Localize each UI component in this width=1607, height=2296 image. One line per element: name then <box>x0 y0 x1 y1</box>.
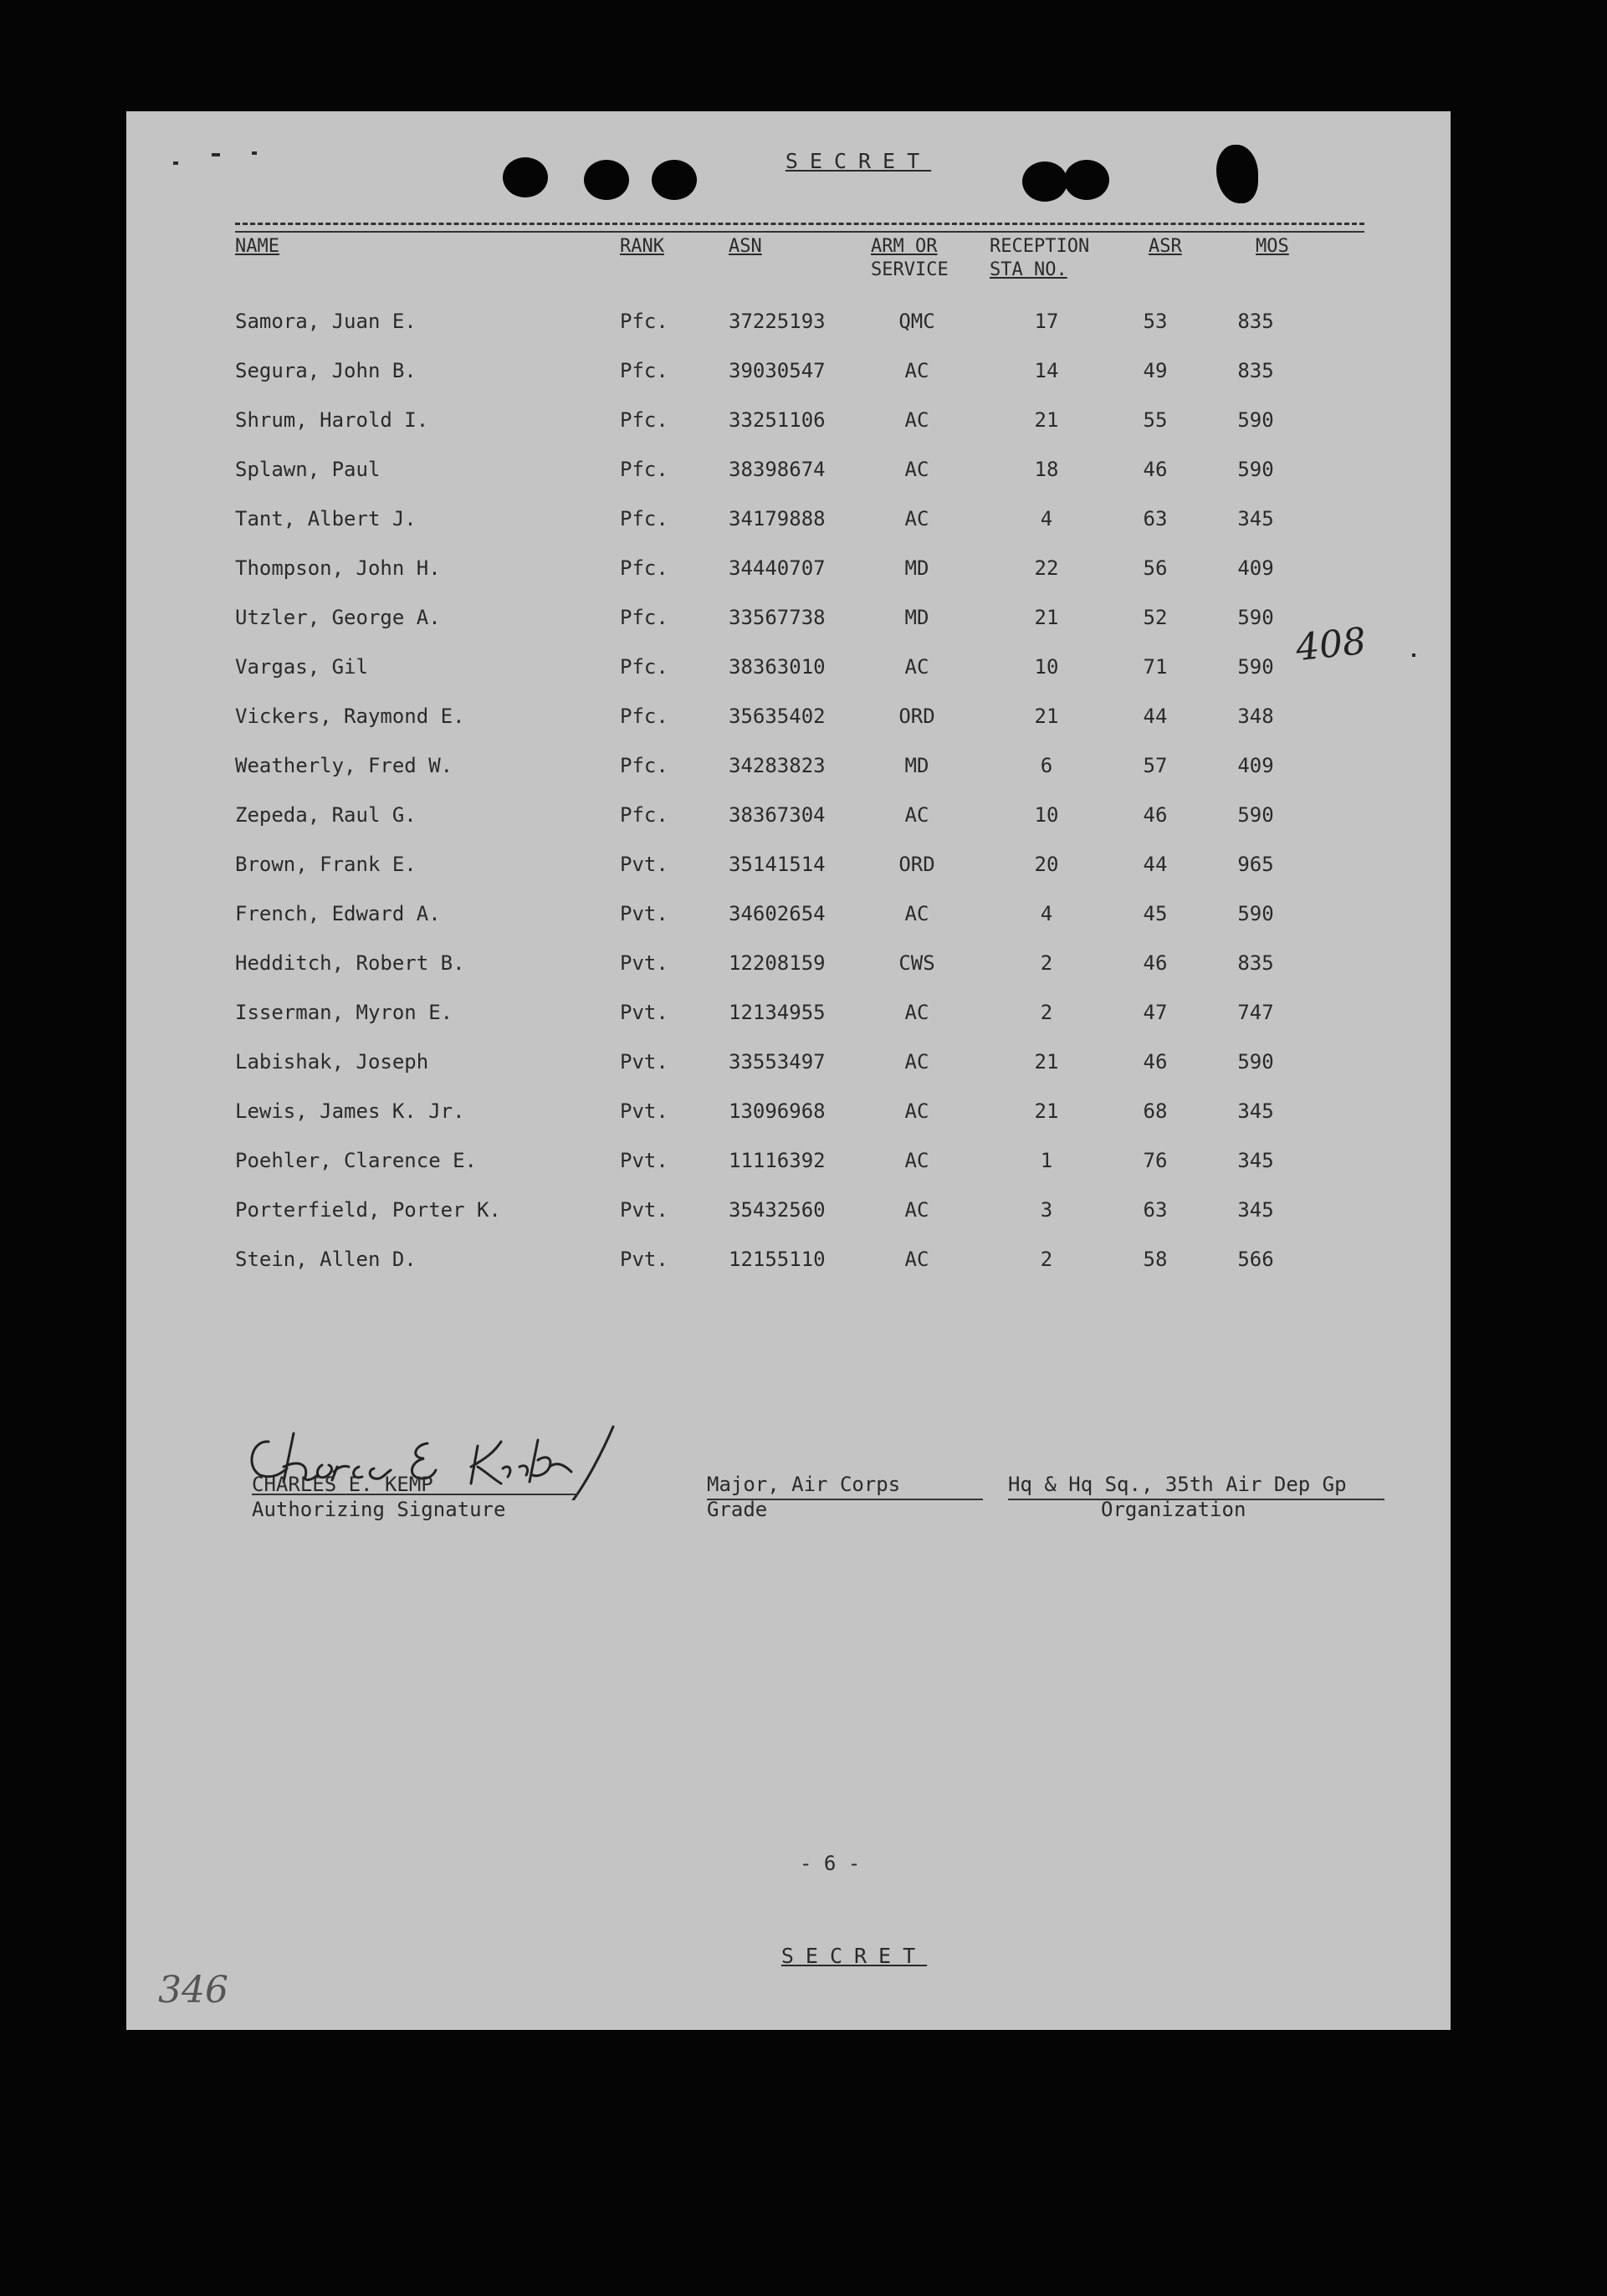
cell-asr: 58 <box>1143 1248 1168 1271</box>
cell-name: Porterfield, Porter K. <box>235 1198 501 1222</box>
cell-asr: 46 <box>1143 951 1168 975</box>
cell-rank: Pfc. <box>620 556 668 580</box>
cell-arm: AC <box>904 1099 929 1123</box>
punch-hole <box>1064 160 1109 200</box>
cell-asn: 34440707 <box>729 556 826 580</box>
cell-rank: Pfc. <box>620 458 668 481</box>
cell-name: Isserman, Myron E. <box>235 1001 453 1024</box>
punch-hole <box>1216 145 1258 203</box>
cell-asn: 12208159 <box>729 951 826 975</box>
cell-arm: AC <box>904 359 929 382</box>
cell-mos: 747 <box>1237 1001 1274 1024</box>
cell-sta: 6 <box>1040 754 1053 777</box>
cell-rank: Pvt. <box>620 1001 668 1024</box>
col-header-arm-2: SERVICE <box>871 259 949 280</box>
cell-arm: MD <box>904 556 929 580</box>
cell-rank: Pfc. <box>620 754 668 777</box>
cell-rank: Pvt. <box>620 1149 668 1172</box>
cell-asn: 35432560 <box>729 1198 826 1222</box>
cell-name: Lewis, James K. Jr. <box>235 1099 465 1123</box>
cell-asn: 11116392 <box>729 1149 826 1172</box>
cell-mos: 835 <box>1237 310 1274 333</box>
cell-sta: 21 <box>1034 705 1059 728</box>
cell-rank: Pfc. <box>620 507 668 530</box>
cell-arm: AC <box>904 902 929 925</box>
cell-sta: 1 <box>1040 1149 1053 1172</box>
punch-hole <box>584 160 629 200</box>
cell-asn: 34602654 <box>729 902 826 925</box>
cell-asn: 39030547 <box>729 359 826 382</box>
cell-arm: AC <box>904 803 929 827</box>
cell-mos: 590 <box>1237 803 1274 827</box>
cell-sta: 2 <box>1040 951 1053 975</box>
cell-name: Vargas, Gil <box>235 655 368 679</box>
signer-organization: Hq & Hq Sq., 35th Air Dep Gp <box>1008 1473 1347 1496</box>
cell-sta: 14 <box>1034 359 1059 382</box>
cell-rank: Pvt. <box>620 1099 668 1123</box>
cell-asr: 71 <box>1143 655 1168 679</box>
cell-arm: MD <box>904 606 929 629</box>
cell-asn: 37225193 <box>729 310 826 333</box>
cell-rank: Pvt. <box>620 902 668 925</box>
cell-rank: Pfc. <box>620 705 668 728</box>
col-header-arm-1: ARM OR <box>871 236 938 257</box>
cell-name: Tant, Albert J. <box>235 507 417 530</box>
cell-sta: 21 <box>1034 1099 1059 1123</box>
cell-asn: 38363010 <box>729 655 826 679</box>
cell-rank: Pfc. <box>620 655 668 679</box>
punch-hole <box>503 157 548 197</box>
cell-rank: Pvt. <box>620 1248 668 1271</box>
cell-sta: 2 <box>1040 1001 1053 1024</box>
punch-hole <box>1022 161 1067 202</box>
cell-asr: 47 <box>1143 1001 1168 1024</box>
cell-mos: 345 <box>1237 1099 1274 1123</box>
col-header-asr: ASR <box>1149 236 1182 257</box>
grade-caption: Grade <box>707 1498 768 1521</box>
cell-name: Labishak, Joseph <box>235 1050 429 1074</box>
cell-asn: 12155110 <box>729 1248 826 1271</box>
cell-rank: Pvt. <box>620 1050 668 1074</box>
cell-rank: Pfc. <box>620 359 668 382</box>
cell-asr: 44 <box>1143 853 1168 876</box>
cell-arm: ORD <box>898 705 935 728</box>
classification-header: SECRET <box>785 149 932 173</box>
cell-asr: 56 <box>1143 556 1168 580</box>
signer-name: CHARLES E. KEMP <box>252 1473 433 1496</box>
cell-asr: 46 <box>1143 1050 1168 1074</box>
handwritten-page-mark: 346 <box>158 1969 228 2012</box>
cell-name: Splawn, Paul <box>235 458 381 481</box>
cell-mos: 590 <box>1237 606 1274 629</box>
cell-asr: 55 <box>1143 408 1168 432</box>
cell-name: Weatherly, Fred W. <box>235 754 453 777</box>
cell-mos: 409 <box>1237 754 1274 777</box>
cell-mos: 590 <box>1237 458 1274 481</box>
cell-asr: 44 <box>1143 705 1168 728</box>
cell-asr: 46 <box>1143 803 1168 827</box>
organization-caption: Organization <box>1101 1498 1246 1521</box>
cell-asn: 33567738 <box>729 606 826 629</box>
cell-asr: 45 <box>1143 902 1168 925</box>
cell-mos: 835 <box>1237 359 1274 382</box>
cell-asn: 13096968 <box>729 1099 826 1123</box>
cell-sta: 21 <box>1034 606 1059 629</box>
cell-sta: 18 <box>1034 458 1059 481</box>
cell-arm: AC <box>904 507 929 530</box>
cell-asr: 57 <box>1143 754 1168 777</box>
ink-speck <box>173 161 178 165</box>
cell-asn: 34179888 <box>729 507 826 530</box>
cell-asr: 49 <box>1143 359 1168 382</box>
cell-name: Samora, Juan E. <box>235 310 417 333</box>
cell-mos: 590 <box>1237 1050 1274 1074</box>
cell-mos: 409 <box>1237 556 1274 580</box>
cell-asr: 46 <box>1143 458 1168 481</box>
page-number: - 6 - <box>800 1852 861 1875</box>
cell-mos: 835 <box>1237 951 1274 975</box>
cell-arm: AC <box>904 1198 929 1222</box>
cell-arm: AC <box>904 408 929 432</box>
cell-name: Utzler, George A. <box>235 606 441 629</box>
cell-name: Zepeda, Raul G. <box>235 803 417 827</box>
cell-asr: 68 <box>1143 1099 1168 1123</box>
cell-mos: 590 <box>1237 408 1274 432</box>
ink-speck <box>252 151 257 155</box>
col-header-name: NAME <box>235 236 279 257</box>
cell-rank: Pfc. <box>620 310 668 333</box>
cell-rank: Pvt. <box>620 951 668 975</box>
cell-name: Segura, John B. <box>235 359 417 382</box>
cell-asn: 35635402 <box>729 705 826 728</box>
cell-name: Vickers, Raymond E. <box>235 705 465 728</box>
cell-sta: 4 <box>1040 507 1053 530</box>
cell-asn: 35141514 <box>729 853 826 876</box>
cell-arm: QMC <box>898 310 935 333</box>
cell-asr: 76 <box>1143 1149 1168 1172</box>
cell-sta: 21 <box>1034 1050 1059 1074</box>
handwritten-margin-note: 408 <box>1293 619 1369 670</box>
cell-sta: 4 <box>1040 902 1053 925</box>
cell-name: Hedditch, Robert B. <box>235 951 465 975</box>
cell-arm: MD <box>904 754 929 777</box>
cell-arm: AC <box>904 1149 929 1172</box>
cell-asr: 52 <box>1143 606 1168 629</box>
cell-asn: 34283823 <box>729 754 826 777</box>
cell-rank: Pfc. <box>620 803 668 827</box>
cell-sta: 3 <box>1040 1198 1053 1222</box>
cell-asr: 53 <box>1143 310 1168 333</box>
cell-asn: 38398674 <box>729 458 826 481</box>
cell-arm: AC <box>904 458 929 481</box>
cell-asn: 38367304 <box>729 803 826 827</box>
signature-caption: Authorizing Signature <box>252 1498 506 1521</box>
cell-sta: 10 <box>1034 655 1059 679</box>
cell-mos: 345 <box>1237 1198 1274 1222</box>
ink-speck <box>1412 653 1415 657</box>
cell-name: Shrum, Harold I. <box>235 408 429 432</box>
cell-mos: 345 <box>1237 507 1274 530</box>
cell-name: Thompson, John H. <box>235 556 441 580</box>
cell-sta: 10 <box>1034 803 1059 827</box>
cell-sta: 22 <box>1034 556 1059 580</box>
cell-arm: ORD <box>898 853 935 876</box>
cell-mos: 348 <box>1237 705 1274 728</box>
col-header-asn: ASN <box>729 236 762 257</box>
cell-sta: 21 <box>1034 408 1059 432</box>
punch-hole <box>652 160 697 200</box>
cell-mos: 590 <box>1237 902 1274 925</box>
cell-sta: 20 <box>1034 853 1059 876</box>
cell-name: Stein, Allen D. <box>235 1248 417 1271</box>
cell-asr: 63 <box>1143 1198 1168 1222</box>
cell-rank: Pfc. <box>620 408 668 432</box>
cell-mos: 965 <box>1237 853 1274 876</box>
cell-arm: AC <box>904 1050 929 1074</box>
cell-asn: 33251106 <box>729 408 826 432</box>
cell-asn: 12134955 <box>729 1001 826 1024</box>
cell-rank: Pvt. <box>620 1198 668 1222</box>
cell-rank: Pvt. <box>620 853 668 876</box>
cell-sta: 17 <box>1034 310 1059 333</box>
col-header-mos: MOS <box>1256 236 1289 257</box>
cell-name: French, Edward A. <box>235 902 441 925</box>
header-rule <box>235 231 1364 233</box>
header-rule <box>235 223 1364 225</box>
cell-name: Brown, Frank E. <box>235 853 417 876</box>
cell-asn: 33553497 <box>729 1050 826 1074</box>
cell-arm: AC <box>904 1001 929 1024</box>
document-page <box>126 111 1451 2030</box>
cell-arm: CWS <box>898 951 935 975</box>
cell-sta: 2 <box>1040 1248 1053 1271</box>
classification-footer: SECRET <box>780 1944 928 1968</box>
col-header-sta-2: STA NO. <box>990 259 1067 280</box>
col-header-rank: RANK <box>620 236 664 257</box>
signer-grade: Major, Air Corps <box>707 1473 901 1496</box>
cell-rank: Pfc. <box>620 606 668 629</box>
cell-mos: 590 <box>1237 655 1274 679</box>
cell-arm: AC <box>904 655 929 679</box>
cell-name: Poehler, Clarence E. <box>235 1149 477 1172</box>
cell-mos: 566 <box>1237 1248 1274 1271</box>
cell-mos: 345 <box>1237 1149 1274 1172</box>
ink-speck <box>212 153 220 156</box>
col-header-sta-1: RECEPTION <box>990 236 1090 257</box>
cell-asr: 63 <box>1143 507 1168 530</box>
cell-arm: AC <box>904 1248 929 1271</box>
